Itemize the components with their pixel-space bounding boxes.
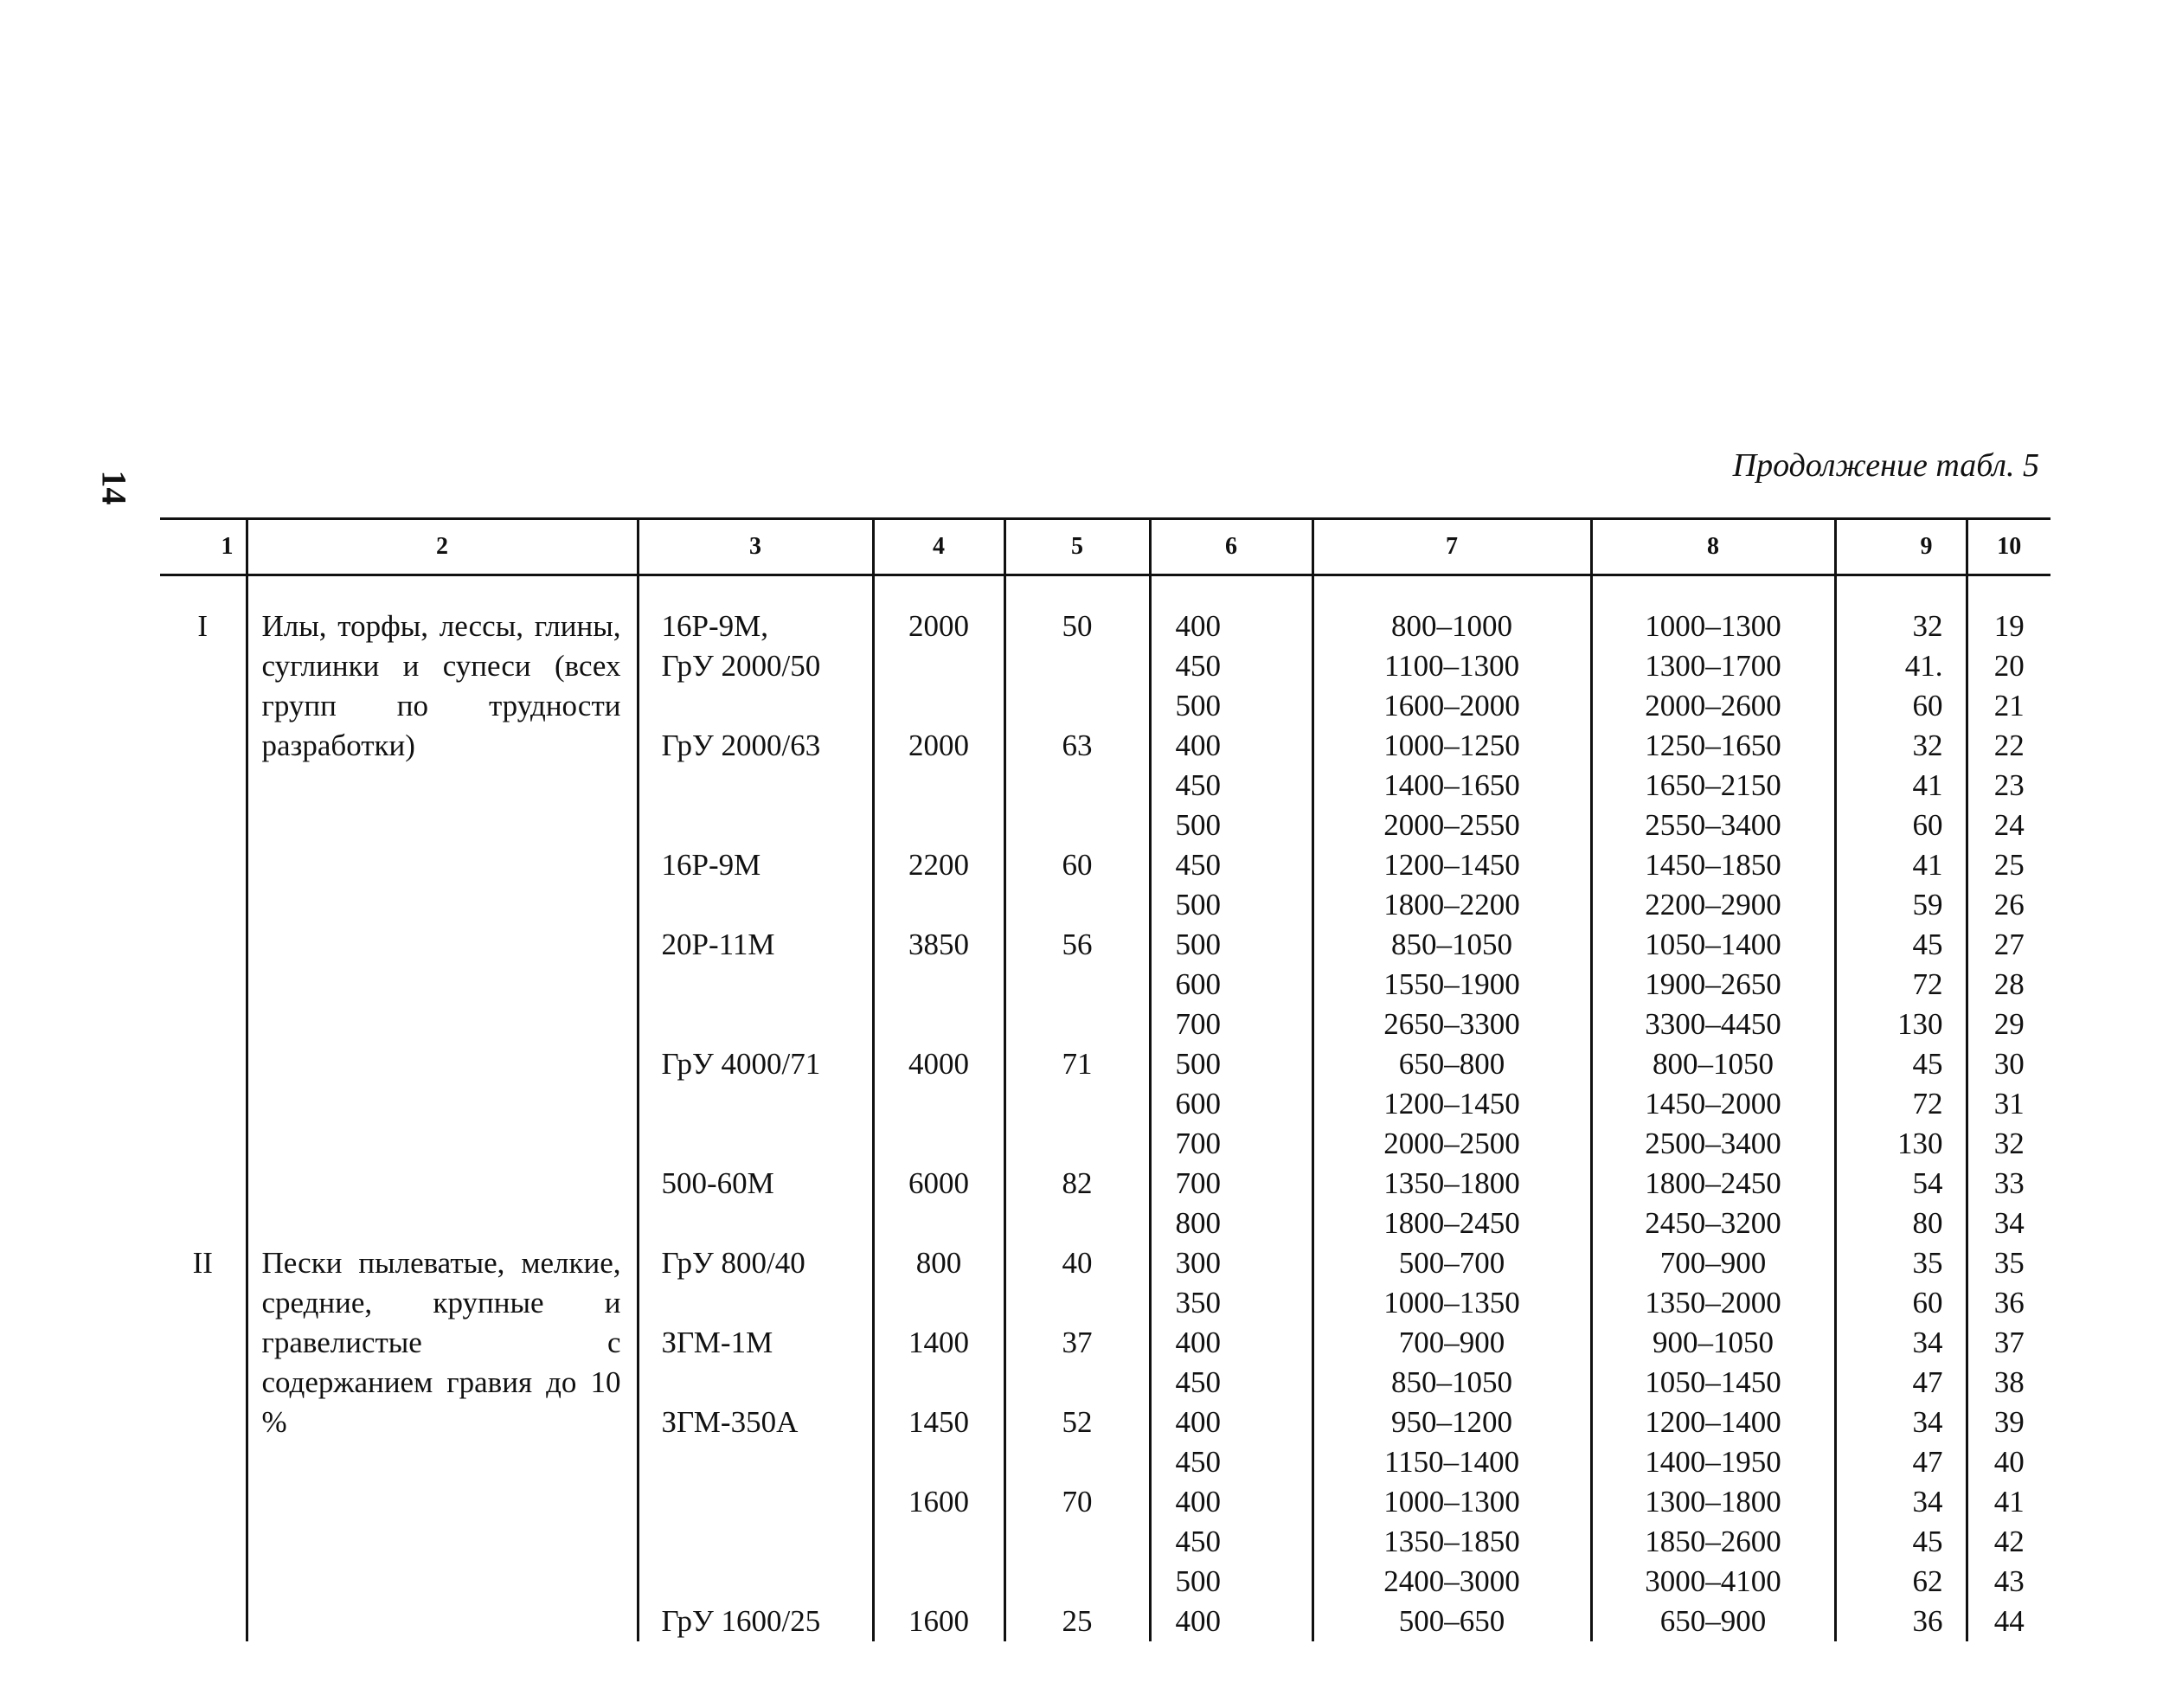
column-header: 9 bbox=[1835, 519, 1967, 575]
col7-column bbox=[1312, 607, 1591, 1641]
zone-label: II bbox=[192, 1246, 213, 1280]
value-cell: 31 bbox=[1993, 1087, 2025, 1120]
dredge-cell bbox=[639, 885, 872, 925]
dredge-cell bbox=[639, 1283, 872, 1323]
value-cell: 33 bbox=[1993, 1166, 2025, 1200]
value-cell: 62 bbox=[1912, 1564, 1943, 1598]
value-cell: 32 bbox=[1912, 609, 1943, 643]
value-cell: 500 bbox=[1175, 928, 1221, 961]
value-cell: 4000 bbox=[908, 1047, 969, 1081]
column-header: 7 bbox=[1312, 519, 1591, 575]
dredge-cell bbox=[639, 1522, 872, 1562]
value-cell: 60 bbox=[1062, 848, 1093, 882]
value-cell: 47 bbox=[1912, 1445, 1943, 1479]
zone-gap bbox=[160, 646, 246, 1243]
value-cell: 1350–1850 bbox=[1383, 1525, 1520, 1558]
value-cell: 1450–2000 bbox=[1645, 1087, 1781, 1120]
column-header: 6 bbox=[1150, 519, 1312, 575]
col4-column bbox=[873, 607, 1004, 1641]
value-cell: 36 bbox=[1912, 1604, 1943, 1638]
dredge-cell: ГрУ 2000/63 bbox=[661, 729, 821, 762]
value-cell: 60 bbox=[1912, 808, 1943, 842]
value-cell: 82 bbox=[1062, 1166, 1093, 1200]
dredge-cell: ЗГМ-350А bbox=[661, 1405, 799, 1439]
value-cell bbox=[1006, 1442, 1149, 1482]
value-cell: 1050–1400 bbox=[1645, 928, 1781, 961]
value-cell: 72 bbox=[1912, 967, 1943, 1001]
zone-column bbox=[160, 607, 247, 1641]
value-cell: 900–1050 bbox=[1653, 1326, 1774, 1359]
value-cell: 850–1050 bbox=[1391, 1365, 1512, 1399]
value-cell: 1100–1300 bbox=[1383, 649, 1520, 683]
value-cell: 700 bbox=[1175, 1127, 1221, 1160]
dredge-cell bbox=[639, 1124, 872, 1164]
dredge-cell bbox=[639, 1442, 872, 1482]
value-cell: 19 bbox=[1993, 609, 2025, 643]
value-cell: 1650–2150 bbox=[1645, 768, 1781, 802]
value-cell: 47 bbox=[1912, 1365, 1943, 1399]
value-cell: 1200–1450 bbox=[1383, 848, 1520, 882]
value-cell: 130 bbox=[1897, 1007, 1943, 1041]
value-cell: 650–900 bbox=[1659, 1604, 1767, 1638]
value-cell: 40 bbox=[1993, 1445, 2025, 1479]
value-cell: 1800–2200 bbox=[1383, 888, 1520, 921]
value-cell: 2000 bbox=[908, 609, 969, 643]
soil-description: Пески пылеватые, мелкие, средние, крупные и гравелистые с содержанием гравия до 10 % bbox=[261, 1246, 621, 1439]
value-cell: 950–1200 bbox=[1391, 1405, 1512, 1439]
value-cell bbox=[875, 766, 1004, 806]
value-cell: 38 bbox=[1993, 1365, 2025, 1399]
dredge-cell: ГрУ 4000/71 bbox=[661, 1047, 821, 1081]
value-cell: 800 bbox=[915, 1246, 962, 1280]
value-cell: 54 bbox=[1912, 1166, 1943, 1200]
column-header: 2 bbox=[247, 519, 638, 575]
value-cell: 44 bbox=[1993, 1604, 2025, 1638]
value-cell bbox=[1006, 1522, 1149, 1562]
value-cell: 59 bbox=[1912, 888, 1943, 921]
value-cell: 500 bbox=[1175, 808, 1221, 842]
value-cell: 35 bbox=[1912, 1246, 1943, 1280]
value-cell: 50 bbox=[1062, 609, 1093, 643]
value-cell bbox=[875, 1363, 1004, 1403]
value-cell: 3850 bbox=[908, 928, 969, 961]
value-cell: 1800–2450 bbox=[1645, 1166, 1781, 1200]
value-cell: 23 bbox=[1993, 768, 2025, 802]
value-cell: 2000–2500 bbox=[1383, 1127, 1520, 1160]
value-cell: 1000–1250 bbox=[1383, 729, 1520, 762]
value-cell: 52 bbox=[1062, 1405, 1093, 1439]
value-cell: 2200–2900 bbox=[1645, 888, 1781, 921]
col6-column bbox=[1150, 607, 1312, 1641]
value-cell: 2000–2550 bbox=[1383, 808, 1520, 842]
value-cell: 1350–1800 bbox=[1383, 1166, 1520, 1200]
value-cell: 72 bbox=[1912, 1087, 1943, 1120]
value-cell: 800–1000 bbox=[1391, 609, 1512, 643]
value-cell: 37 bbox=[1062, 1326, 1093, 1359]
value-cell: 1400–1650 bbox=[1383, 768, 1520, 802]
column-header: 8 bbox=[1591, 519, 1835, 575]
value-cell: 26 bbox=[1993, 888, 2025, 921]
value-cell: 450 bbox=[1175, 1365, 1221, 1399]
spacer-row bbox=[160, 575, 2050, 607]
value-cell: 2000 bbox=[908, 729, 969, 762]
value-cell: 34 bbox=[1993, 1206, 2025, 1240]
value-cell bbox=[1006, 766, 1149, 806]
value-cell: 27 bbox=[1993, 928, 2025, 961]
value-cell: 2550–3400 bbox=[1645, 808, 1781, 842]
value-cell: 1600 bbox=[908, 1485, 969, 1519]
value-cell: 1450–1850 bbox=[1645, 848, 1781, 882]
column-header: 4 bbox=[873, 519, 1004, 575]
dredge-cell bbox=[639, 1005, 872, 1044]
value-cell: 39 bbox=[1993, 1405, 2025, 1439]
dredge-cell bbox=[639, 965, 872, 1005]
value-cell: 850–1050 bbox=[1391, 928, 1512, 961]
value-cell: 2650–3300 bbox=[1383, 1007, 1520, 1041]
value-cell: 500 bbox=[1175, 1564, 1221, 1598]
value-cell: 1400 bbox=[908, 1326, 969, 1359]
value-cell: 35 bbox=[1993, 1246, 2025, 1280]
value-cell: 25 bbox=[1993, 848, 2025, 882]
value-cell bbox=[875, 1522, 1004, 1562]
dredge-cell bbox=[639, 1482, 872, 1522]
value-cell: 3300–4450 bbox=[1645, 1007, 1781, 1041]
dredge-cell bbox=[639, 766, 872, 806]
value-cell: 400 bbox=[1175, 1326, 1221, 1359]
value-cell: 32 bbox=[1912, 729, 1943, 762]
column-header: 3 bbox=[638, 519, 873, 575]
value-cell: 500–700 bbox=[1398, 1246, 1505, 1280]
value-cell: 34 bbox=[1912, 1405, 1943, 1439]
value-cell: 34 bbox=[1912, 1485, 1943, 1519]
value-cell: 37 bbox=[1993, 1326, 2025, 1359]
value-cell bbox=[1006, 1363, 1149, 1403]
dredge-cell: 20Р-11М bbox=[661, 928, 775, 961]
value-cell: 1600 bbox=[908, 1604, 969, 1638]
col9-column bbox=[1835, 607, 1967, 1641]
value-cell: 25 bbox=[1062, 1604, 1093, 1638]
value-cell: 60 bbox=[1912, 689, 1943, 722]
value-cell bbox=[1006, 646, 1149, 686]
value-cell: 1000–1350 bbox=[1383, 1286, 1520, 1320]
value-cell: 63 bbox=[1062, 729, 1093, 762]
dredge-cell bbox=[639, 1363, 872, 1403]
column-header: 5 bbox=[1004, 519, 1150, 575]
value-cell: 41 bbox=[1912, 768, 1943, 802]
value-cell: 1850–2600 bbox=[1645, 1525, 1781, 1558]
value-cell: 600 bbox=[1175, 967, 1221, 1001]
dredge-cell bbox=[639, 1562, 872, 1602]
col8-column bbox=[1591, 607, 1835, 1641]
value-cell bbox=[875, 1562, 1004, 1602]
value-cell bbox=[1006, 885, 1149, 925]
value-cell: 1550–1900 bbox=[1383, 967, 1520, 1001]
col5-column bbox=[1004, 607, 1150, 1641]
value-cell: 400 bbox=[1175, 609, 1221, 643]
value-cell: 41. bbox=[1904, 649, 1943, 683]
value-cell: 6000 bbox=[908, 1166, 969, 1200]
value-cell: 41 bbox=[1912, 848, 1943, 882]
value-cell: 1450 bbox=[908, 1405, 969, 1439]
value-cell: 2200 bbox=[908, 848, 969, 882]
value-cell: 24 bbox=[1993, 808, 2025, 842]
data-table-wrapper bbox=[160, 517, 2050, 1641]
value-cell: 43 bbox=[1993, 1564, 2025, 1598]
value-cell: 60 bbox=[1912, 1286, 1943, 1320]
value-cell: 1000–1300 bbox=[1383, 1485, 1520, 1519]
value-cell: 350 bbox=[1175, 1286, 1221, 1320]
value-cell: 450 bbox=[1175, 768, 1221, 802]
value-cell: 2450–3200 bbox=[1645, 1206, 1781, 1240]
value-cell: 1900–2650 bbox=[1645, 967, 1781, 1001]
column-header: 1 bbox=[160, 519, 247, 575]
value-cell: 700–900 bbox=[1398, 1326, 1505, 1359]
soil-column bbox=[247, 607, 638, 1641]
value-cell: 28 bbox=[1993, 967, 2025, 1001]
dredge-cell: ГрУ 800/40 bbox=[661, 1246, 805, 1280]
dredge-cell: ГрУ 1600/25 bbox=[661, 1604, 821, 1638]
value-cell: 1200–1450 bbox=[1383, 1087, 1520, 1120]
value-cell: 1400–1950 bbox=[1645, 1445, 1781, 1479]
header-row bbox=[160, 519, 2050, 575]
data-table bbox=[160, 517, 2050, 1641]
value-cell bbox=[1006, 1124, 1149, 1164]
value-cell: 45 bbox=[1912, 1525, 1943, 1558]
value-cell bbox=[875, 1124, 1004, 1164]
value-cell: 45 bbox=[1912, 1047, 1943, 1081]
dredge-cell bbox=[639, 1204, 872, 1243]
value-cell bbox=[1006, 1562, 1149, 1602]
value-cell: 500 bbox=[1175, 888, 1221, 921]
page-number: 14 bbox=[94, 470, 134, 505]
value-cell: 71 bbox=[1062, 1047, 1093, 1081]
value-cell: 500–650 bbox=[1398, 1604, 1505, 1638]
value-cell: 1600–2000 bbox=[1383, 689, 1520, 722]
dredge-cell: 500-60М bbox=[661, 1166, 774, 1200]
value-cell: 70 bbox=[1062, 1485, 1093, 1519]
value-cell bbox=[1006, 1084, 1149, 1124]
value-cell: 700–900 bbox=[1659, 1246, 1767, 1280]
value-cell: 30 bbox=[1993, 1047, 2025, 1081]
value-cell: 1000–1300 bbox=[1645, 609, 1781, 643]
value-cell: 450 bbox=[1175, 848, 1221, 882]
value-cell: 36 bbox=[1993, 1286, 2025, 1320]
dredge-cell bbox=[639, 1084, 872, 1124]
value-cell: 1350–2000 bbox=[1645, 1286, 1781, 1320]
value-cell: 56 bbox=[1062, 928, 1093, 961]
value-cell: 42 bbox=[1993, 1525, 2025, 1558]
value-cell bbox=[875, 646, 1004, 686]
value-cell: 21 bbox=[1993, 689, 2025, 722]
value-cell: 40 bbox=[1062, 1246, 1093, 1280]
value-cell bbox=[875, 1204, 1004, 1243]
value-cell: 700 bbox=[1175, 1007, 1221, 1041]
value-cell: 1300–1700 bbox=[1645, 649, 1781, 683]
body-row bbox=[160, 607, 2050, 1641]
value-cell: 700 bbox=[1175, 1166, 1221, 1200]
col10-column bbox=[1967, 607, 2050, 1641]
value-cell bbox=[875, 1442, 1004, 1482]
value-cell bbox=[1006, 686, 1149, 726]
dredge-column bbox=[638, 607, 873, 1641]
value-cell: 400 bbox=[1175, 1604, 1221, 1638]
value-cell bbox=[875, 1005, 1004, 1044]
value-cell: 20 bbox=[1993, 649, 2025, 683]
value-cell bbox=[1006, 1204, 1149, 1243]
value-cell: 450 bbox=[1175, 1525, 1221, 1558]
value-cell: 34 bbox=[1912, 1326, 1943, 1359]
zone-label: I bbox=[197, 609, 209, 643]
value-cell: 500 bbox=[1175, 689, 1221, 722]
value-cell: 1300–1800 bbox=[1645, 1485, 1781, 1519]
value-cell: 400 bbox=[1175, 1485, 1221, 1519]
value-cell: 130 bbox=[1897, 1127, 1943, 1160]
value-cell bbox=[1006, 806, 1149, 845]
dredge-cell: 16Р-9М, bbox=[661, 609, 768, 643]
value-cell: 3000–4100 bbox=[1645, 1564, 1781, 1598]
column-header: 10 bbox=[1967, 519, 2050, 575]
value-cell bbox=[1006, 965, 1149, 1005]
value-cell: 22 bbox=[1993, 729, 2025, 762]
value-cell: 450 bbox=[1175, 1445, 1221, 1479]
value-cell: 80 bbox=[1912, 1206, 1943, 1240]
value-cell: 1800–2450 bbox=[1383, 1206, 1520, 1240]
value-cell: 400 bbox=[1175, 729, 1221, 762]
dredge-cell: 16Р-9М bbox=[661, 848, 761, 882]
dredge-cell: ГрУ 2000/50 bbox=[661, 649, 821, 683]
value-cell bbox=[875, 1283, 1004, 1323]
value-cell: 2400–3000 bbox=[1383, 1564, 1520, 1598]
value-cell: 29 bbox=[1993, 1007, 2025, 1041]
value-cell: 1150–1400 bbox=[1383, 1445, 1520, 1479]
value-cell: 800–1050 bbox=[1653, 1047, 1774, 1081]
value-cell: 800 bbox=[1175, 1206, 1221, 1240]
value-cell: 2500–3400 bbox=[1645, 1127, 1781, 1160]
value-cell bbox=[875, 1084, 1004, 1124]
value-cell: 300 bbox=[1175, 1246, 1221, 1280]
dredge-cell: ЗГМ-1М bbox=[661, 1326, 773, 1359]
value-cell: 450 bbox=[1175, 649, 1221, 683]
value-cell bbox=[1006, 1005, 1149, 1044]
value-cell: 32 bbox=[1993, 1127, 2025, 1160]
value-cell: 1050–1450 bbox=[1645, 1365, 1781, 1399]
value-cell bbox=[875, 885, 1004, 925]
dredge-cell bbox=[639, 686, 872, 726]
soil-description: Илы, торфы, лессы, глины, суглинки и супеси (всех групп по трудности разработки) bbox=[261, 609, 621, 762]
value-cell bbox=[875, 806, 1004, 845]
value-cell bbox=[1006, 1283, 1149, 1323]
value-cell bbox=[875, 686, 1004, 726]
value-cell: 41 bbox=[1993, 1485, 2025, 1519]
value-cell bbox=[875, 965, 1004, 1005]
value-cell: 650–800 bbox=[1398, 1047, 1505, 1081]
value-cell: 2000–2600 bbox=[1645, 689, 1781, 722]
dredge-cell bbox=[639, 806, 872, 845]
value-cell: 1200–1400 bbox=[1645, 1405, 1781, 1439]
value-cell: 45 bbox=[1912, 928, 1943, 961]
value-cell: 1250–1650 bbox=[1645, 729, 1781, 762]
table-caption: Продолжение табл. 5 bbox=[1732, 447, 2039, 484]
value-cell: 500 bbox=[1175, 1047, 1221, 1081]
value-cell: 600 bbox=[1175, 1087, 1221, 1120]
value-cell: 400 bbox=[1175, 1405, 1221, 1439]
